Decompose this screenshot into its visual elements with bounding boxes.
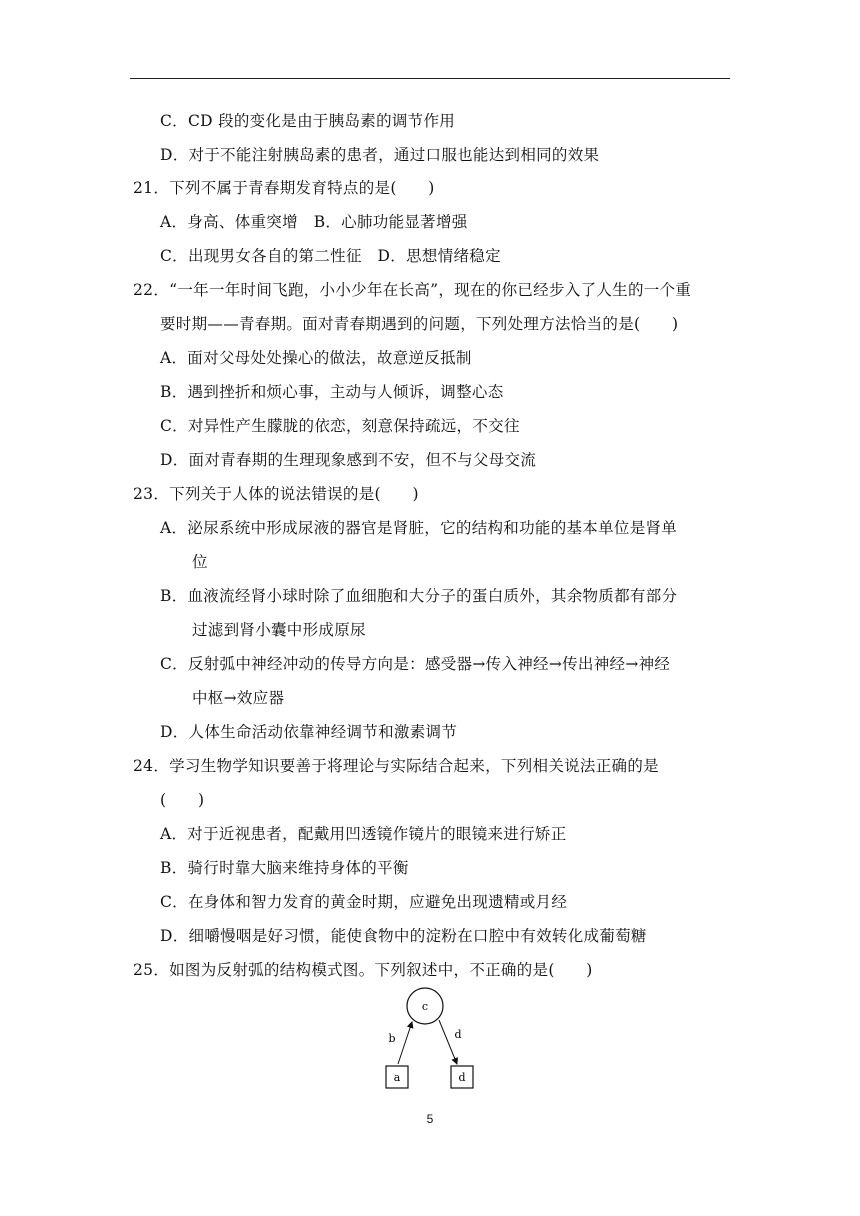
q23-option-c-line2: 中枢→效应器 (192, 689, 285, 707)
q23-option-c-line1: C．反射弧中神经冲动的传导方向是：感受器→传入神经→传出神经→神经 (160, 655, 671, 673)
q23-stem: 23．下列关于人体的说法错误的是( ) (133, 485, 419, 503)
q22-option-d: D．面对青春期的生理现象感到不安，但不与父母交流 (160, 451, 537, 469)
q22-stem-line2: 要时期——青春期。面对青春期遇到的问题，下列处理方法恰当的是( ) (160, 315, 679, 333)
page-number: 5 (426, 1112, 434, 1126)
q21-options-ab: A．身高、体重突增 B．心肺功能显著增强 (160, 213, 468, 231)
q23-option-a-line2: 位 (192, 553, 208, 571)
q23-option-a-line1: A．泌尿系统中形成尿液的器官是肾脏，它的结构和功能的基本单位是肾单 (160, 519, 678, 537)
q22-stem-line1: 22．“一年一年时间飞跑，小小少年在长高”，现在的你已经步入了人生的一个重 (133, 281, 692, 299)
q23-option-b-line2: 过滤到肾小囊中形成原尿 (192, 621, 366, 639)
q22-option-b: B．遇到挫折和烦心事，主动与人倾诉，调整心态 (160, 383, 504, 401)
q20-option-d: D．对于不能注射胰岛素的患者，通过口服也能达到相同的效果 (160, 146, 600, 164)
q22-option-c: C．对异性产生朦胧的依恋，刻意保持疏远，不交往 (160, 417, 520, 435)
q24-stem-line1: 24．学习生物学知识要善于将理论与实际结合起来，下列相关说法正确的是 (133, 757, 659, 775)
q22-option-a: A．面对父母处处操心的做法，故意逆反抵制 (160, 349, 472, 367)
q24-option-d: D．细嚼慢咽是好习惯，能使食物中的淀粉在口腔中有效转化成葡萄糖 (160, 927, 647, 945)
header-rule (130, 78, 730, 79)
q24-option-a: A．对于近视患者，配戴用凹透镜作镜片的眼镜来进行矫正 (160, 825, 567, 843)
q25-stem: 25．如图为反射弧的结构模式图。下列叙述中，不正确的是( ) (133, 961, 593, 979)
label-a: a (393, 1071, 401, 1084)
q21-stem: 21．下列不属于青春期发育特点的是( ) (133, 179, 435, 197)
label-c: c (421, 1000, 429, 1013)
label-d-arrow: d (454, 1028, 462, 1041)
label-d-box: d (458, 1071, 466, 1084)
q20-option-c: C．CD 段的变化是由于胰岛素的调节作用 (160, 112, 456, 130)
efferent-nerve-arrow (439, 1020, 457, 1064)
q21-options-cd: C．出现男女各自的第二性征 D．思想情绪稳定 (160, 247, 501, 265)
label-b: b (388, 1032, 396, 1045)
q23-option-b-line1: B．血液流经肾小球时除了血细胞和大分子的蛋白质外，其余物质都有部分 (160, 587, 678, 605)
q24-stem-line2: ( ) (160, 791, 205, 809)
q24-option-c: C．在身体和智力发育的黄金时期，应避免出现遗精或月经 (160, 893, 568, 911)
afferent-nerve-arrow (398, 1022, 412, 1064)
q24-option-b: B．骑行时靠大脑来维持身体的平衡 (160, 859, 409, 877)
q23-option-d: D．人体生命活动依靠神经调节和激素调节 (160, 723, 458, 741)
reflex-arc-diagram (372, 982, 482, 1094)
